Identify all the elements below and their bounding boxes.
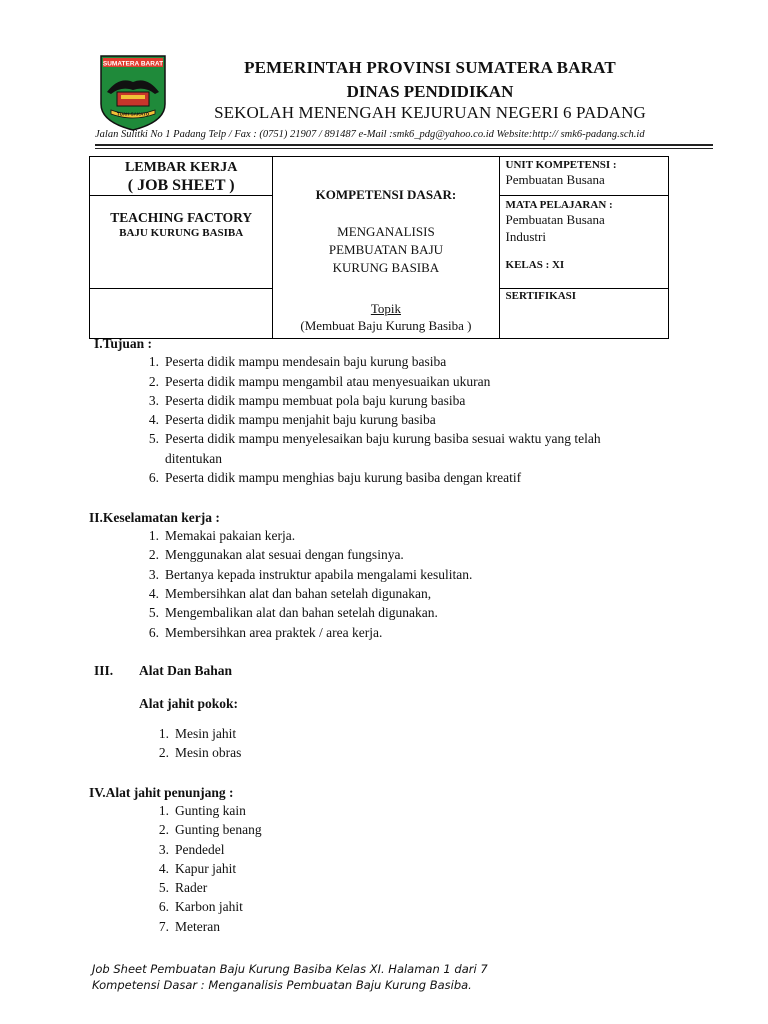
job-sheet-label: ( JOB SHEET ) bbox=[127, 177, 235, 194]
kd-line-1: MENGANALISIS bbox=[337, 224, 435, 239]
section-keselamatan-title: II.Keselamatan kerja : bbox=[89, 510, 220, 525]
section-alat-bahan-roman: III. bbox=[94, 663, 114, 678]
topik-value: (Membuat Baju Kurung Basiba ) bbox=[300, 318, 472, 333]
footer-line-2: Kompetensi Dasar : Menganalisis Pembuatan Baju Kurung Basiba. bbox=[92, 978, 472, 992]
topik-label: Topik bbox=[370, 301, 401, 316]
mata-pelajaran-label: MATA PELAJARAN : bbox=[505, 199, 613, 211]
teaching-factory-cell bbox=[90, 196, 273, 289]
kd-line-2: PEMBUATAN BAJU bbox=[328, 242, 444, 257]
kelas-label: KELAS : XI bbox=[505, 259, 565, 271]
section-alat-bahan-title: Alat Dan Bahan bbox=[139, 663, 233, 678]
unit-kompetensi-cell bbox=[499, 157, 668, 196]
sertifikasi-cell bbox=[499, 289, 668, 339]
mata-pelajaran-cell bbox=[499, 196, 668, 289]
section-alat-pokok-subtitle: Alat jahit pokok: bbox=[139, 696, 239, 711]
section-penunjang-title: IV.Alat jahit penunjang : bbox=[89, 785, 234, 800]
kompetensi-dasar-cell bbox=[273, 157, 499, 339]
footer-line-1: Job Sheet Pembuatan Baju Kurung Basiba Kelas XI. Halaman 1 dari 7 bbox=[92, 962, 488, 976]
header-rule-thin bbox=[95, 148, 713, 149]
header-address: Jalan Sulitki No 1 Padang Telp / Fax : (0751) 21907 / 891487 e-Mail :smk6_pdg@yahoo.co.id Website:http:// smk6-padang.sch.id bbox=[95, 129, 645, 140]
unit-kompetensi-label: UNIT KOMPETENSI : bbox=[505, 159, 617, 171]
kd-line-3: KURUNG BASIBA bbox=[332, 260, 440, 275]
kompetensi-dasar-label: KOMPETENSI DASAR: bbox=[315, 187, 457, 202]
mata-pelajaran-line-2: Industri bbox=[505, 229, 546, 244]
header-government: PEMERINTAH PROVINSI SUMATERA BARAT bbox=[244, 58, 616, 77]
header-school: SEKOLAH MENENGAH KEJURUAN NEGERI 6 PADANG bbox=[214, 103, 646, 122]
section-tujuan-title: I.Tujuan : bbox=[94, 336, 153, 351]
header-department: DINAS PENDIDIKAN bbox=[346, 82, 514, 101]
job-sheet-title-cell bbox=[90, 157, 273, 196]
header-rule bbox=[95, 144, 713, 146]
empty-cell bbox=[90, 289, 273, 339]
baju-kurung-label: BAJU KURUNG BASIBA bbox=[119, 227, 244, 239]
logo-banner-text: SUMATERA BARAT bbox=[102, 60, 164, 68]
unit-kompetensi-value: Pembuatan Busana bbox=[505, 172, 605, 187]
sertifikasi-label: SERTIFIKASI bbox=[505, 290, 577, 302]
teaching-factory-label: TEACHING FACTORY bbox=[110, 210, 253, 225]
logo-motto-text: TUAH SAKATO bbox=[116, 111, 150, 117]
lembar-kerja-label: LEMBAR KERJA bbox=[124, 160, 238, 175]
mata-pelajaran-line-1: Pembuatan Busana bbox=[505, 212, 605, 227]
job-sheet-info-table bbox=[89, 156, 669, 339]
